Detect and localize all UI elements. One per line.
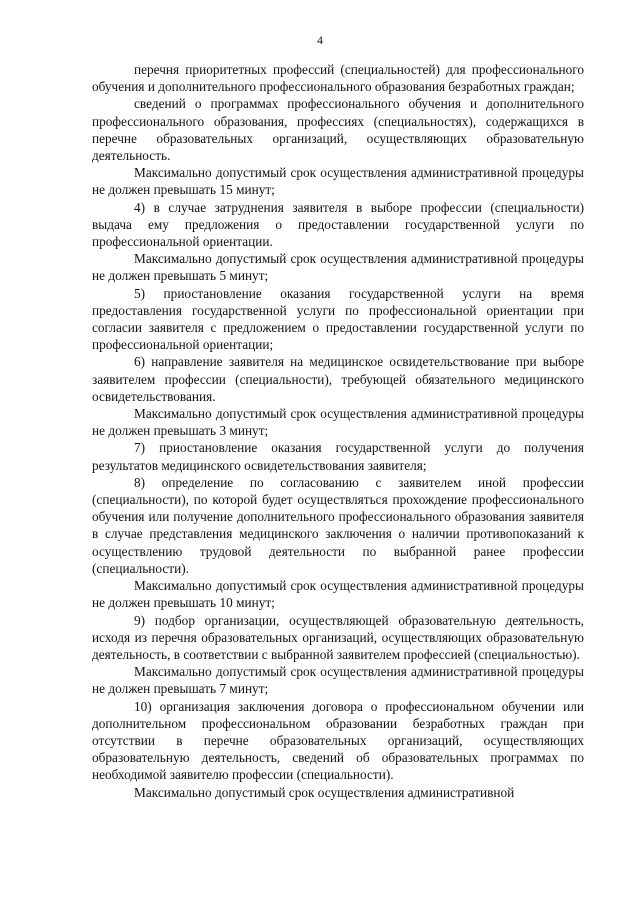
paragraph-item-6: 6) направление заявителя на медицинское освидетельствование при выборе заявителем профессии (специальности), требующей обязательного медицинского освидетельствования. [92, 354, 584, 404]
page-number: 4 [317, 33, 323, 47]
paragraph-program-info: сведений о программах профессионального обучения и дополнительного профессионального образования, профессиях (специальностях), содержащихся в перечне образовательных организаций, осуществляющих образовательную деятельность. [92, 96, 584, 164]
paragraph-time-limit-15: Максимально допустимый срок осуществления административной процедуры не должен превышать 15 минут; [92, 165, 584, 198]
paragraph-time-limit-5: Максимально допустимый срок осуществления административной процедуры не должен превышать 5 минут; [92, 251, 584, 284]
paragraph-item-4: 4) в случае затруднения заявителя в выборе профессии (специальности) выдача ему предложения о предоставлении государственной услуги по профессиональной ориентации. [92, 199, 584, 250]
paragraph-item-8: 8) определение по согласованию с заявителем иной профессии (специальности), по которой будет осуществляться прохождение профессионального обучения или получение дополнительного профессионального образования заявителя в случае представления медицинского заключения о наличии противопоказаний к осуществлению трудовой деятельности по выбранной ранее профессии (специальности). [92, 474, 584, 576]
paragraph-item-5: 5) приостановление оказания государственной услуги на время предоставления государственной услуги по профессиональной ориентации при согласии заявителя с предложением о предоставлении государственной услуги по профессиональной ориентации; [92, 285, 584, 353]
paragraph-item-10: 10) организация заключения договора о профессиональном обучении или дополнительном профессиональном образовании безработных граждан при отсутствии в перечне образовательных организаций, осуществляющих образовательную деятельность, сведений об образовательных программах по необходимой заявителю профессии (специальности). [92, 698, 584, 783]
paragraph-time-limit-cut: Максимально допустимый срок осуществления административной [134, 784, 515, 800]
paragraph-item-9: 9) подбор организации, осуществляющей образовательную деятельность, исходя из перечня образовательных организаций, осуществляющих образовательную деятельность, в соответствии с выбранной заявителем профессией (специальностью). [92, 612, 584, 662]
paragraph-priority-professions: перечня приоритетных профессий (специальностей) для профессионального обучения и дополнительного профессионального образования безработных граждан; [92, 62, 584, 95]
paragraph-time-limit-10: Максимально допустимый срок осуществления административной процедуры не должен превышать 10 минут; [92, 578, 584, 611]
document-body [92, 61, 584, 801]
paragraph-time-limit-7: Максимально допустимый срок осуществления административной процедуры не должен превышать 7 минут; [92, 664, 584, 697]
paragraph-item-7: 7) приостановление оказания государственной услуги до получения результатов медицинского освидетельствования заявителя; [92, 440, 584, 473]
paragraph-time-limit-3: Максимально допустимый срок осуществления административной процедуры не должен превышать 3 минут; [92, 406, 584, 439]
